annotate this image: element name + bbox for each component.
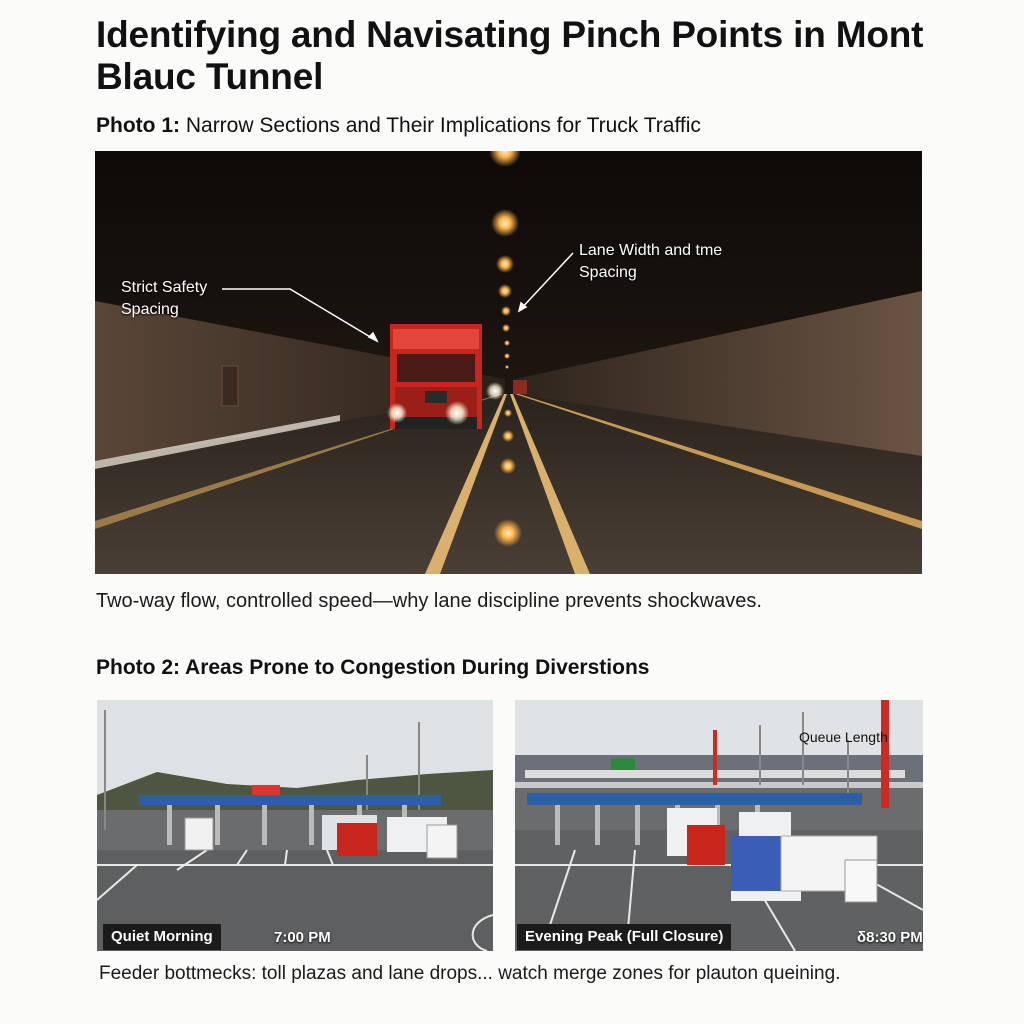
wall-sign	[222, 366, 238, 406]
annotation-lane-width: Lane Width and tme Spacing	[579, 242, 723, 281]
tunnel-scene	[95, 151, 922, 574]
photo2-caption: Feeder bottmecks: toll plazas and lane drops... watch merge zones for plauton queining.	[99, 963, 841, 984]
toll-plaza-peak-photo	[515, 700, 923, 951]
photo1-heading	[96, 113, 701, 139]
quiet-morning-tag: Quiet Morning	[103, 924, 221, 950]
toll-plaza-quiet-photo	[97, 700, 493, 951]
evening-peak-time: δ8:30 PM	[857, 929, 923, 946]
toll-plaza-quiet-scene	[97, 700, 493, 951]
photo1-caption: Two-way flow, controlled speed—why lane discipline prevents shockwaves.	[96, 590, 762, 612]
toll-canopy-peak	[527, 793, 862, 805]
photo1-subtitle: Narrow Sections and Their Implications for Truck Traffic	[185, 114, 701, 137]
toll-canopy	[139, 795, 441, 805]
tunnel-photo	[95, 151, 922, 574]
annotation-strict-safety-spacing: Strict Safety Spacing	[121, 279, 208, 318]
evening-peak-tag: Evening Peak (Full Closure)	[517, 924, 731, 950]
red-pole	[881, 700, 889, 808]
quiet-morning-time: 7:00 PM	[274, 929, 331, 946]
red-truck	[387, 324, 482, 429]
photo1-label: Photo 1:	[96, 114, 180, 137]
page-title: Identifying and Navisating Pinch Points in Mont Blauc Tunnel	[96, 14, 924, 97]
photo2-heading: Photo 2: Areas Prone to Congestion During Diverstions	[96, 656, 650, 679]
queue-length-annotation: Queue Length	[799, 729, 888, 745]
